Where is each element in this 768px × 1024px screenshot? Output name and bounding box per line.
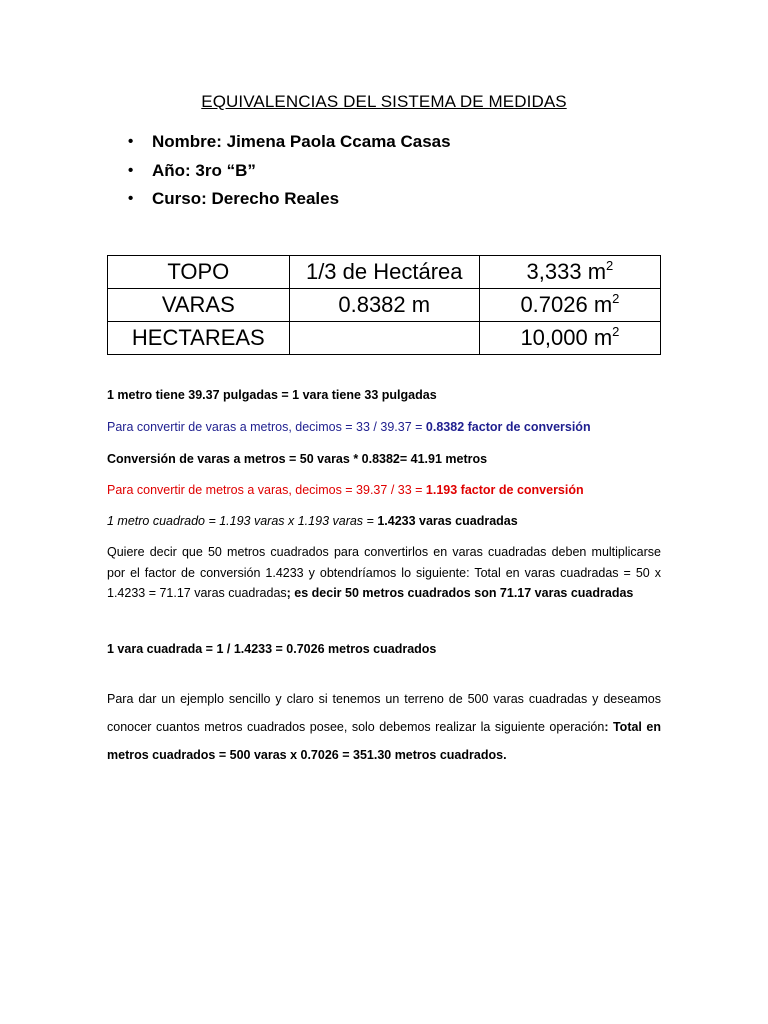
- paragraph-ejemplo-text: Para dar un ejemplo sencillo y claro si tenemos un terreno de 500 varas cuadradas y deseamos conocer cuantos metros cuadrados posee, solo debemos realizar la siguiente operación: [107, 692, 661, 734]
- line-metro-cuadrado: [107, 514, 661, 528]
- document-title: EQUIVALENCIAS DEL SISTEMA DE MEDIDAS: [201, 92, 567, 111]
- line-varas-a-metros-text: Para convertir de varas a metros, decimos = 33 / 39.37 =: [107, 420, 426, 434]
- line-vara-cuadrada: 1 vara cuadrada = 1 / 1.4233 = 0.7026 metros cuadrados: [107, 642, 437, 656]
- area-value: 10,000 m: [520, 325, 613, 350]
- info-anio: Año: 3ro “B”: [152, 160, 256, 180]
- cell-equiv: 0.8382 m: [289, 289, 479, 322]
- info-nombre: Nombre: Jimena Paola Ccama Casas: [152, 132, 451, 151]
- area-exponent: 2: [612, 324, 620, 339]
- area-value: 0.7026 m: [520, 292, 613, 317]
- cell-name: TOPO: [108, 256, 290, 289]
- table-row-hectareas: [108, 322, 661, 355]
- varas-cuadradas-value: 1.4233 varas cuadradas: [377, 514, 518, 528]
- cell-area: [479, 256, 660, 289]
- line-metros-a-varas: [107, 483, 661, 497]
- paragraph-ejemplo-bold: : Total en metros cuadrados = 500 varas x 0.7026 = 351.30 metros cuadrados.: [107, 720, 661, 762]
- cell-name: HECTAREAS: [108, 322, 290, 355]
- info-item-curso: [128, 185, 451, 214]
- factor-metros-varas: 1.193 factor de conversión: [425, 483, 584, 497]
- paragraph-explicacion-bold: ; es decir 50 metros cuadrados son 71.17 varas cuadradas: [286, 586, 634, 600]
- equivalence-table: [107, 255, 661, 355]
- bullet-icon: •: [128, 190, 134, 207]
- paragraph-ejemplo: [107, 685, 661, 769]
- cell-name: VARAS: [108, 289, 290, 322]
- line-varas-a-metros: [107, 420, 661, 434]
- info-curso: Curso: Derecho Reales: [152, 189, 340, 208]
- table-row-topo: [108, 256, 661, 289]
- cell-equiv: 1/3 de Hectárea: [289, 256, 479, 289]
- bullet-icon: •: [128, 161, 134, 179]
- cell-area: [479, 322, 660, 355]
- area-exponent: 2: [606, 258, 614, 273]
- area-exponent: 2: [612, 291, 620, 306]
- factor-varas-metros: 0.8382 factor de conversión: [425, 420, 591, 434]
- paragraph-explicacion-text: Quiere decir que 50 metros cuadrados para convertirlos en varas cuadradas deben multiplicarse por el factor de conversión 1.4233 y obtendríamos lo siguiente: Total en varas cuadradas = 50 x 1.4233 = 71.17 varas cuadradas: [107, 545, 661, 600]
- paragraph-explicacion: [107, 542, 661, 604]
- area-value: 3,333 m: [526, 259, 607, 284]
- cell-equiv: [289, 322, 479, 355]
- line-conversion-varas: Conversión de varas a metros = 50 varas * 0.8382= 41.91 metros: [107, 452, 488, 466]
- info-item-nombre: [128, 128, 451, 157]
- line-metro-cuadrado-text: 1 metro cuadrado = 1.193 varas x 1.193 varas =: [107, 514, 378, 528]
- line-metros-a-varas-text: Para convertir de metros a varas, decimos = 39.37 / 33 =: [107, 483, 426, 497]
- table-row-varas: [108, 289, 661, 322]
- bullet-icon: •: [128, 133, 134, 150]
- info-item-anio: [128, 157, 451, 186]
- line-pulgadas: 1 metro tiene 39.37 pulgadas = 1 vara tiene 33 pulgadas: [107, 388, 437, 402]
- info-list: [128, 128, 451, 214]
- cell-area: [479, 289, 660, 322]
